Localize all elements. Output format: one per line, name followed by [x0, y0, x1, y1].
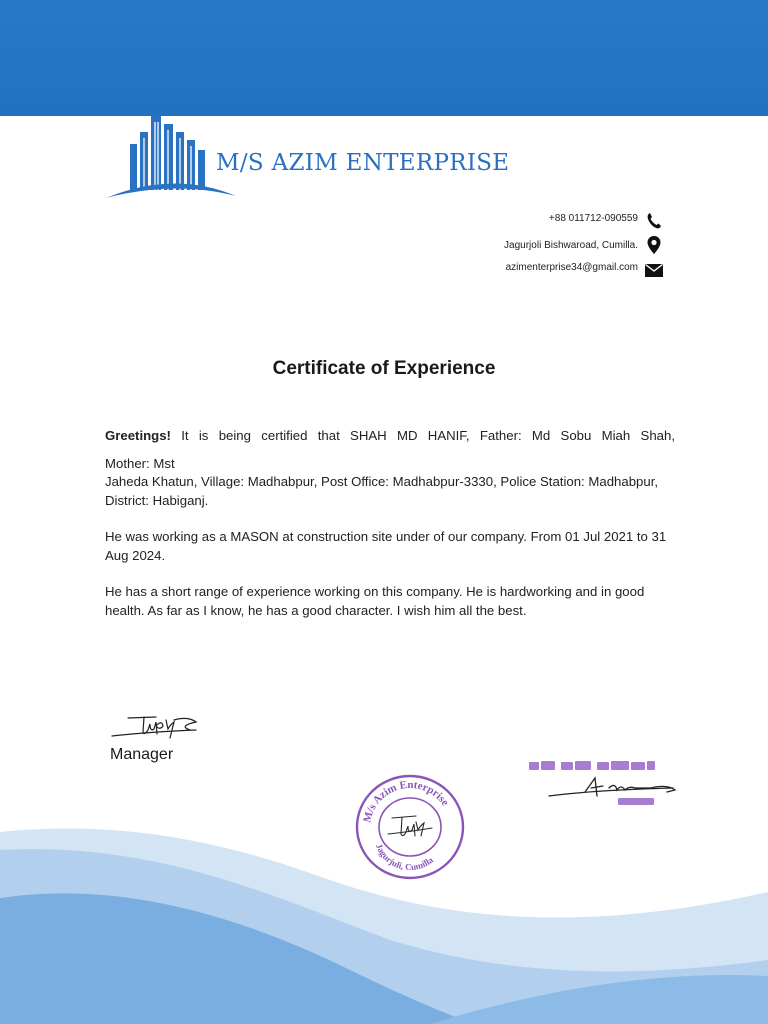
seal-ring-text: M/s Azim Enterprise [361, 778, 452, 824]
greeting-text: It is being certified that SHAH MD HANIF, Father: Md Sobu Miah Shah, [170, 428, 675, 443]
proprietor-stamp-signature [525, 758, 685, 814]
contact-email: azimenterprise34@gmail.com [505, 262, 638, 273]
contact-address: Jagurjoli Bishwaroad, Cumilla. [504, 240, 638, 251]
envelope-icon [644, 260, 664, 280]
location-pin-icon [644, 235, 664, 255]
header-band [0, 0, 768, 116]
manager-label: Manager [110, 746, 174, 763]
address-line: Jaheda Khatun, Village: Madhabpur, Post Office: Madhabpur-3330, Police Station: Madhabpur, District: Habiganj. [105, 474, 659, 508]
phone-icon [644, 211, 664, 231]
mother-line: Mother: Mst [105, 456, 175, 471]
greeting-label: Greetings! [105, 428, 171, 443]
decorative-waves [0, 820, 768, 1024]
health-paragraph: He has a short range of experience working on this company. He is hardworking and in good health. As far as I know, he has a good character. I wish him all the best. [105, 584, 645, 618]
certificate-title: Certificate of Experience [272, 358, 496, 379]
greeting-paragraph [105, 427, 675, 446]
company-name: M/S AZIM ENTERPRISE [216, 150, 510, 176]
work-paragraph: He was working as a MASON at construction site under of our company. From 01 Jul 2021 to 31 Aug 2024. [105, 529, 667, 563]
manager-signature [108, 708, 203, 742]
seal-ring-text-bottom: Jagurjuli, Cumilla [373, 842, 436, 873]
contact-phone: +88 011712-090559 [548, 213, 638, 224]
